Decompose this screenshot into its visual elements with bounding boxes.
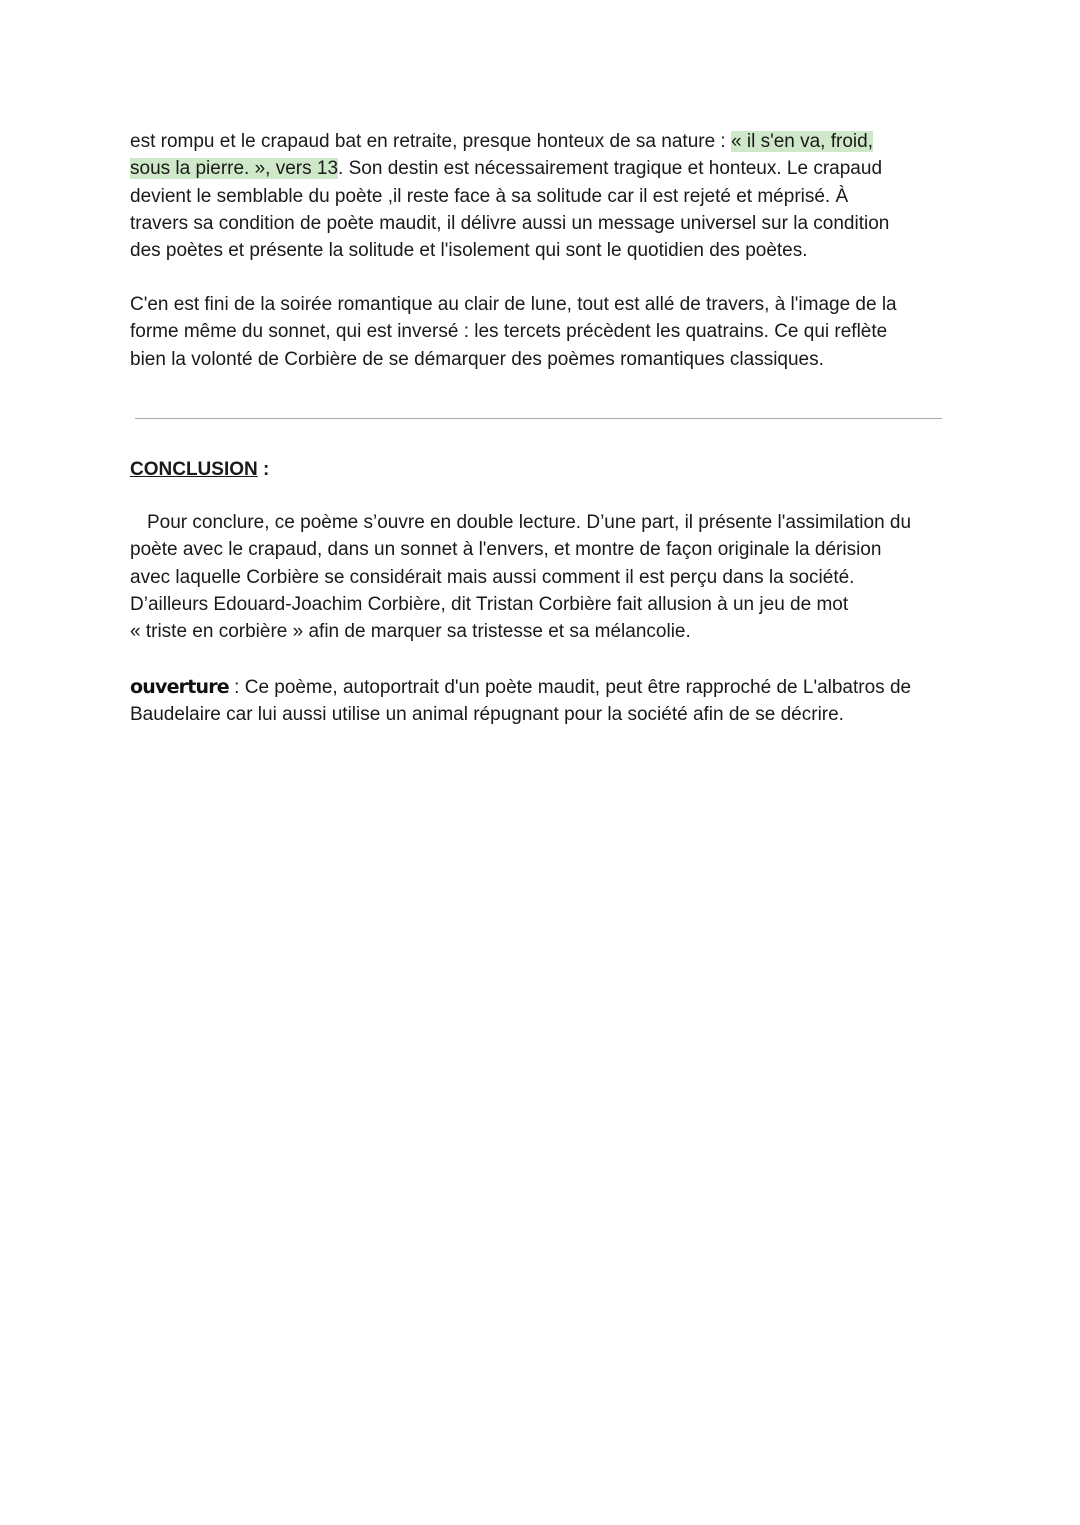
paragraph-ouverture [130,674,960,729]
paragraph-conclusion [130,509,960,645]
highlighted-quote: « il s'en va, froid, [731,131,873,152]
text-line: C'en est fini de la soirée romantique au clair de lune, tout est allé de travers, à l'image de la [130,294,897,315]
text-line: D’ailleurs Edouard-Joachim Corbière, dit Tristan Corbière fait allusion à un jeu de mot [130,593,849,615]
text-line: des poètes et présente la solitude et l'isolement qui sont le quotidien des poètes. [130,240,808,262]
text-line: travers sa condition de poète maudit, il délivre aussi un message universel sur la condition [130,212,890,234]
horizontal-divider [135,418,942,419]
text-line [130,155,960,182]
text-line: forme même du sonnet, qui est inversé : les tercets précèdent les quatrains. Ce qui reflète [130,321,888,343]
text-line: « triste en corbière » afin de marquer sa tristesse et sa mélancolie. [130,621,691,643]
text-run: est rompu et le crapaud bat en retraite, presque honteux de sa nature : [130,131,731,152]
conclusion-heading-suffix: : [257,459,270,480]
text-line: devient le semblable du poète ,il reste face à sa solitude car il est rejeté et méprisé. À [130,185,849,207]
text-line: avec laquelle Corbière se considérait mais aussi comment il est perçu dans la société. [130,566,855,588]
paragraph-conclusion-of-analysis [130,128,960,264]
text-line [130,674,960,701]
conclusion-heading-text: CONCLUSION [130,459,258,480]
ouverture-label: ouverture [130,676,229,698]
text-run: : Ce poème, autoportrait d'un poète maudit, peut être rapproché de L'albatros de [228,677,912,698]
text-line [130,128,960,155]
paragraph-sonnet-form [130,291,960,373]
text-run: . Son destin est nécessairement tragique et honteux. Le crapaud [338,158,883,180]
text-line: Baudelaire car lui aussi utilise un animal répugnant pour la société afin de se décrire. [130,704,844,726]
highlighted-quote: sous la pierre. », vers 13 [130,158,339,180]
text-line: poète avec le crapaud, dans un sonnet à l'envers, et montre de façon originale la dérision [130,539,882,561]
text-line: Pour conclure, ce poème s’ouvre en double lecture. D’une part, il présente l'assimilation du [147,512,912,533]
conclusion-heading [130,456,269,483]
text-line: bien la volonté de Corbière de se démarquer des poèmes romantiques classiques. [130,348,824,370]
